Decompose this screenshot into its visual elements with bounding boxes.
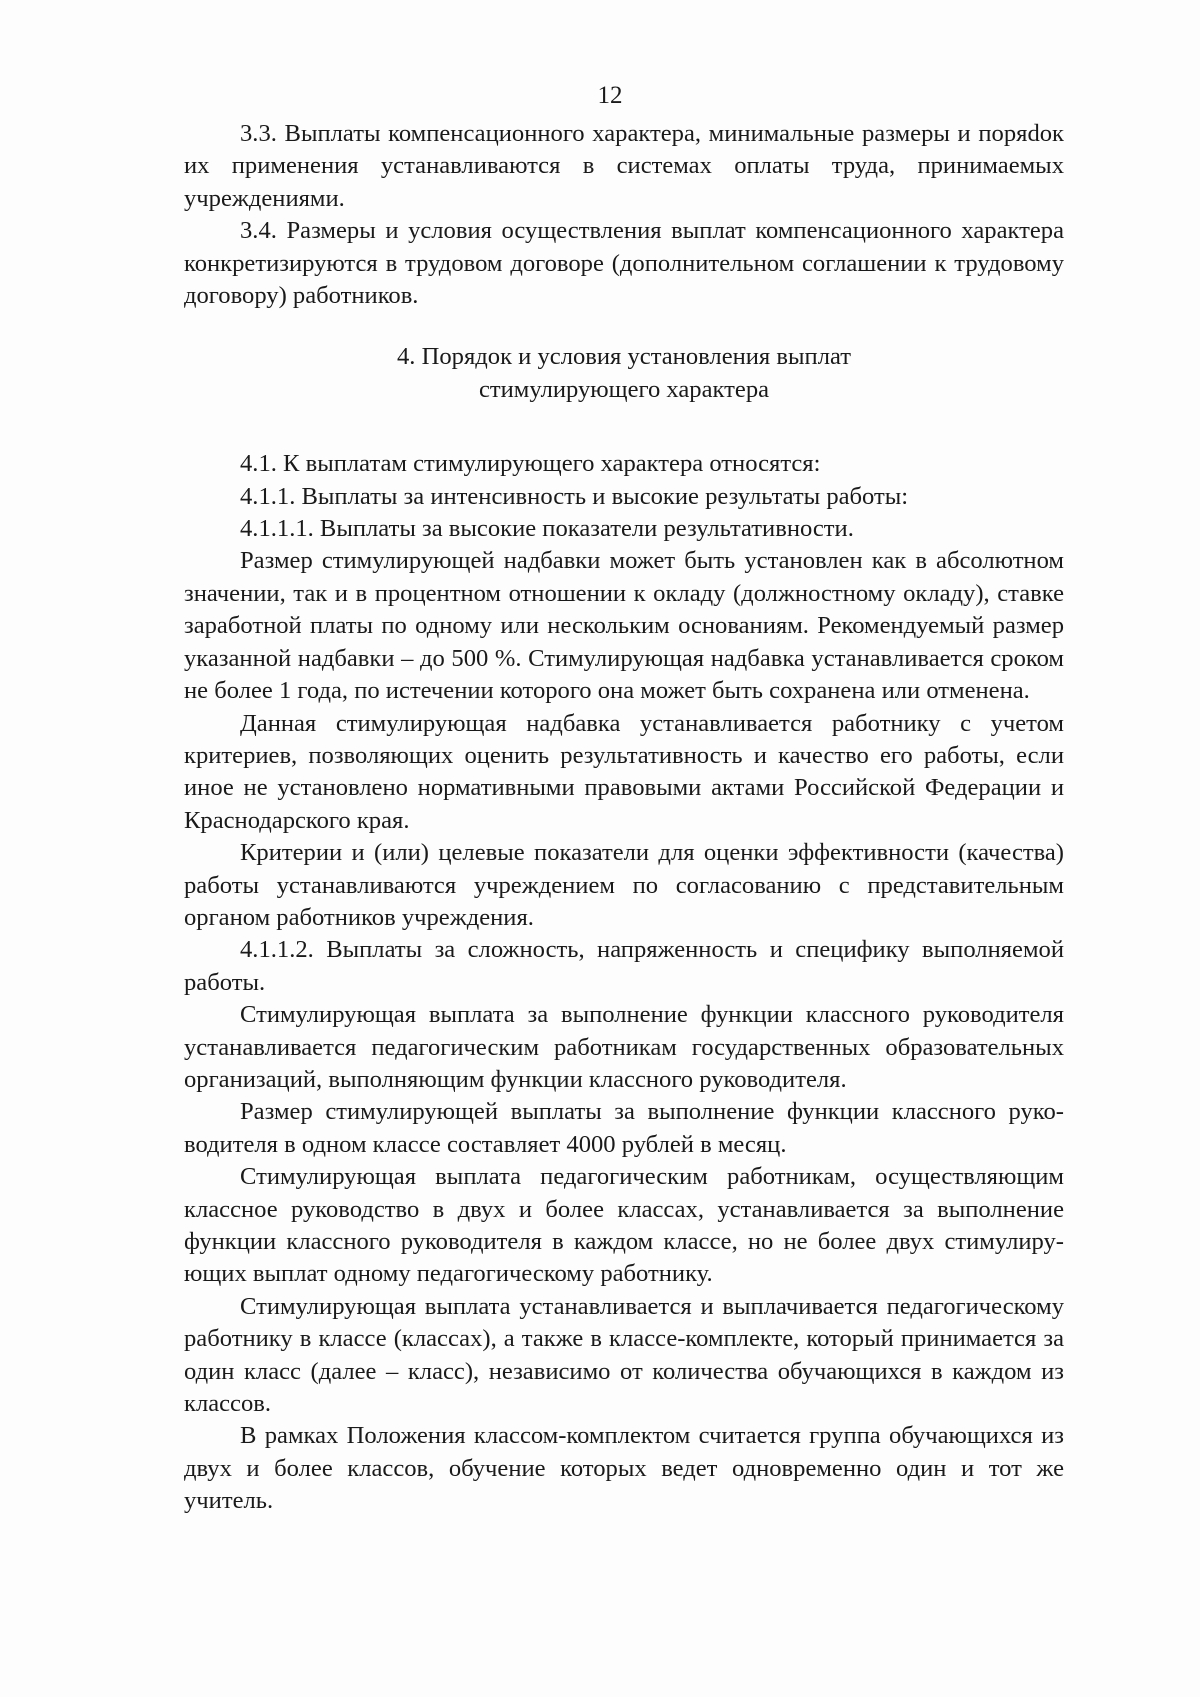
paragraph-bonus-size: Размер стимулирующей надбавки может быть установлен как в абсолютном значении, так и в процентном отношении к окладу (должностному окладу), ставке заработной платы по одному или нескольким основаниям. Рекомендуемый размер указанной надбавки – до 500 %. Стимулирующая надбавка устанавливается сроком не более 1 года, по истечении которого она может быть сохранена или отменена. — [184, 547, 1064, 705]
paragraph-class-set-definition: В рамках Положения классом-комплектом считается группа обучающихся из двух и более классов, обучение которых ведет одновременно один и тот же учитель. — [184, 1422, 1064, 1515]
paragraph-3-3: 3.3. Выплаты компенсационного характера, минимальные размеры и поряdок их применения устанавливаются в системах оплаты труда, принимаемых учреждениями. — [184, 120, 1064, 212]
paragraph-multiple-classes: Стимулирующая выплата педагогическим работникам, осуществляющим классное руководство в двух и более классах, устанавливается за выполнение функции классного руководителя в каждом классе, но не более двух стимулирующих выплат одному педагогическому работнику. — [184, 1163, 1064, 1288]
section-heading-line-1: 4. Порядок и условия установления выплат — [397, 343, 851, 371]
paragraph-payment-conditions: Стимулирующая выплата устанавливается и выплачивается педагогическому работнику в классе (классах), а также в классе-комплекте, который принимается за один класс (далее – класс), независимо от количества обучающихся в каждом из классов. — [184, 1292, 1064, 1418]
document-body — [184, 118, 1064, 1518]
paragraph-class-teacher-payment: Стимулирующая выплата за выполнение функции классного руководителя устанавливается педагогическим работникам государственных образовательных организаций, выполняющим функции классного руководителя. — [184, 1001, 1064, 1093]
paragraph-4-1-1-1: 4.1.1.1. Выплаты за высокие показатели результативности. — [240, 515, 854, 543]
section-heading — [184, 341, 1064, 406]
paragraph-4-1: 4.1. К выплатам стимулирующего характера относятся: — [240, 450, 821, 478]
paragraph-bonus-criteria: Данная стимулирующая надбавка устанавливается работнику с учетом критериев, позволяющих оценить результативность и качество его работы, если иное не установлено нормативными правовыми актами Российской Федерации и Краснодарского края. — [184, 709, 1064, 834]
page-number: 12 — [597, 82, 623, 109]
paragraph-4-1-1: 4.1.1. Выплаты за интенсивность и высокие результаты работы: — [240, 482, 909, 510]
section-heading-line-2: стимулирующего характера — [478, 375, 770, 403]
paragraph-4-1-1-2: 4.1.1.2. Выплаты за сложность, напряженность и специфику выполняемой работы. — [184, 936, 1064, 996]
paragraph-3-4: 3.4. Размеры и условия осуществления выплат компенсационного характера конкретизируются в трудовом договоре (дополнительном соглашении к трудовому договору) работников. — [184, 217, 1064, 310]
paragraph-efficiency-criteria: Критерии и (или) целевые показатели для оценки эффективности (качества) работы устанавливаются учреждением по согласованию с представительным органом работников учреждения. — [184, 839, 1064, 931]
paragraph-payment-amount: Размер стимулирующей выплаты за выполнение функции классного руководителя в одном классе составляет 4000 рублей в месяц. — [184, 1098, 1064, 1158]
